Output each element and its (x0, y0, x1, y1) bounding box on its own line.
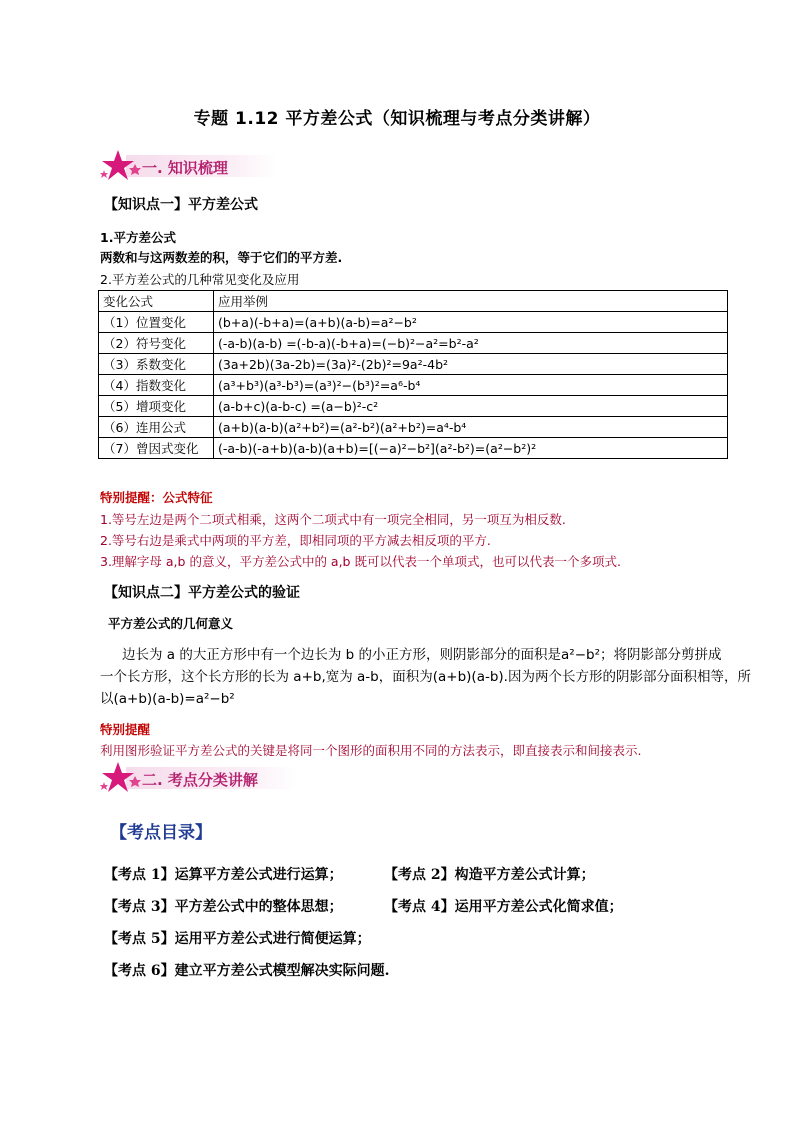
star-icon (98, 150, 144, 184)
table-cell: (3a+2b)(3a-2b)=(3a)²-(2b)²=9a²-4b² (214, 354, 728, 375)
note-line: 2.等号右边是乘式中两项的平方差，即相同项的平方减去相反项的平方. (100, 533, 491, 548)
star-icon (98, 762, 144, 796)
formula-table (98, 290, 728, 459)
table-row (99, 417, 728, 438)
table-row (99, 354, 728, 375)
kp1-heading: 【知识点一】平方差公式 (104, 197, 258, 213)
note-title: 特别提醒：公式特征 (100, 490, 213, 505)
section-label: 二. 考点分类讲解 (142, 771, 258, 789)
table-cell: （1）位置变化 (99, 312, 214, 333)
toc-item: 【考点 6】建立平方差公式模型解决实际问题. (104, 963, 390, 979)
kp1-definition: 两数和与这两数差的积，等于它们的平方差. (100, 250, 343, 265)
kp2-paragraph-line: 以(a+b)(a-b)=a²−b² (100, 691, 235, 707)
section-banner-exam-points (98, 762, 298, 788)
table-row (99, 333, 728, 354)
table-cell: （2）符号变化 (99, 333, 214, 354)
toc-item: 【考点 1】运算平方差公式进行运算； (104, 867, 343, 883)
kp2-subheading: 平方差公式的几何意义 (108, 616, 234, 631)
table-cell: （7）曾因式变化 (99, 438, 214, 459)
kp1-subheading-2: 2.平方差公式的几种常见变化及应用 (100, 272, 300, 287)
note-line: 利用图形验证平方差公式的关键是将同一个图形的面积用不同的方法表示，即直接表示和间接表示. (100, 743, 642, 758)
table-cell: （5）增项变化 (99, 396, 214, 417)
toc-item: 【考点 3】平方差公式中的整体思想； (104, 899, 343, 915)
table-row (99, 312, 728, 333)
table-cell: （4）指数变化 (99, 375, 214, 396)
toc-heading: 【考点目录】 (110, 823, 212, 843)
toc-item: 【考点 2】构造平方差公式计算； (384, 867, 595, 883)
kp1-subheading: 1.平方差公式 (100, 230, 176, 245)
table-row (99, 375, 728, 396)
kp2-heading: 【知识点二】平方差公式的验证 (104, 585, 300, 601)
page-title: 专题 1.12 平方差公式（知识梳理与考点分类讲解） (193, 109, 601, 129)
table-cell: (a-b+c)(a-b-c) =(a−b)²-c² (214, 396, 728, 417)
table-cell: (-a-b)(a-b) =(-b-a)(-b+a)=(−b)²−a²=b²-a² (214, 333, 728, 354)
note-title: 特别提醒 (100, 722, 151, 737)
toc-item: 【考点 4】运用平方差公式化简求值； (384, 899, 623, 915)
table-cell: （3）系数变化 (99, 354, 214, 375)
note-line: 1.等号左边是两个二项式相乘，这两个二项式中有一项完全相同，另一项互为相反数. (100, 512, 566, 527)
table-cell: （6）连用公式 (99, 417, 214, 438)
table-row (99, 396, 728, 417)
toc-item: 【考点 5】运用平方差公式进行简便运算； (104, 931, 371, 947)
kp2-paragraph-line: 边长为 a 的大正方形中有一个边长为 b 的小正方形，则阴影部分的面积是a²−b²；将阴影部分剪拼成 (122, 647, 722, 663)
table-cell: (-a-b)(-a+b)(a-b)(a+b)=[(−a)²−b²](a²-b²)=(a²−b²)² (214, 438, 728, 459)
section-banner-knowledge (98, 150, 278, 176)
table-row (99, 438, 728, 459)
note-line: 3.理解字母 a,b 的意义，平方差公式中的 a,b 既可以代表一个单项式，也可以代表一个多项式. (100, 554, 621, 569)
table-cell: (a+b)(a-b)(a²+b²)=(a²-b²)(a²+b²)=a⁴-b⁴ (214, 417, 728, 438)
table-cell: (b+a)(-b+a)=(a+b)(a-b)=a²−b² (214, 312, 728, 333)
table-header: 应用举例 (214, 291, 728, 312)
table-cell: (a³+b³)(a³-b³)=(a³)²−(b³)²=a⁶-b⁴ (214, 375, 728, 396)
section-label: 一. 知识梳理 (142, 159, 228, 177)
kp2-paragraph-line: 一个长方形，这个长方形的长为 a+b,宽为 a-b，面积为(a+b)(a-b).因为两个长方形的阴影部分面积相等，所 (100, 669, 751, 685)
table-header: 变化公式 (99, 291, 214, 312)
table-header-row (99, 291, 728, 312)
